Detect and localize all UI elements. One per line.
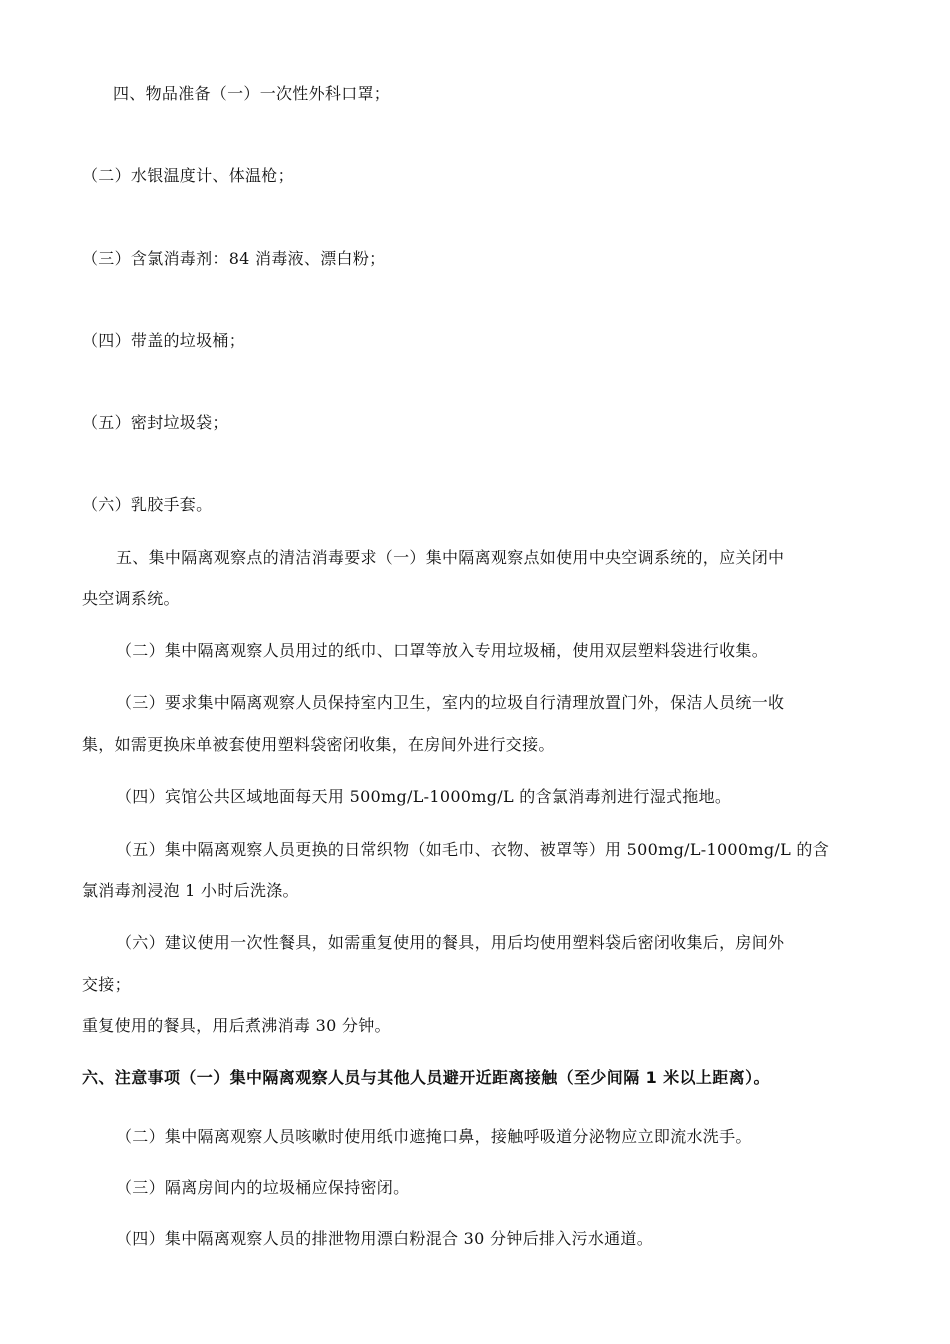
section5-title-line1: 五、集中隔离观察点的清洁消毒要求（一）集中隔离观察点如使用中央空调系统的，应关闭中 — [116, 548, 785, 567]
section5-item6-line1: （六）建议使用一次性餐具，如需重复使用的餐具，用后均使用塑料袋后密闭收集后，房间外 — [116, 933, 785, 952]
section6-item3: （三）隔离房间内的垃圾桶应保持密闭。 — [116, 1178, 410, 1197]
section4-item4: （四）带盖的垃圾桶； — [82, 331, 246, 350]
section5-item4: （四）宾馆公共区域地面每天用 500mg/L-1000mg/L 的含氯消毒剂进行湿式拖地。 — [116, 787, 732, 806]
section5-item3-line1: （三）要求集中隔离观察人员保持室内卫生，室内的垃圾自行清理放置门外，保洁人员统一收 — [116, 693, 785, 712]
section4-title: 四、物品准备（一）一次性外科口罩； — [113, 84, 391, 103]
section5-item2: （二）集中隔离观察人员用过的纸巾、口罩等放入专用垃圾桶，使用双层塑料袋进行收集。 — [116, 641, 769, 660]
section6-item4: （四）集中隔离观察人员的排泄物用漂白粉混合 30 分钟后排入污水通道。 — [116, 1229, 654, 1248]
section4-item5: （五）密封垃圾袋； — [82, 413, 229, 432]
section4-item2: （二）水银温度计、体温枪； — [82, 166, 294, 185]
section5-item3-line2: 集，如需更换床单被套使用塑料袋密闭收集，在房间外进行交接。 — [82, 735, 555, 754]
section6-title: 六、注意事项（一）集中隔离观察人员与其他人员避开近距离接触（至少间隔 1 米以上距离）。 — [82, 1068, 770, 1087]
section5-title-line2: 央空调系统。 — [82, 589, 180, 608]
section5-item6-line2: 交接； — [82, 975, 131, 994]
section6-item2: （二）集中隔离观察人员咳嗽时使用纸巾遮掩口鼻，接触呼吸道分泌物应立即流水洗手。 — [116, 1127, 752, 1146]
section5-item5-line1: （五）集中隔离观察人员更换的日常织物（如毛巾、衣物、被罩等）用 500mg/L-1000mg/L 的含 — [116, 840, 829, 859]
section5-item5-line2: 氯消毒剂浸泡 1 小时后洗涤。 — [82, 881, 299, 900]
section4-item6: （六）乳胶手套。 — [82, 495, 213, 514]
section4-item3: （三）含氯消毒剂：84 消毒液、漂白粉； — [82, 249, 386, 268]
section5-item6-line3: 重复使用的餐具，用后煮沸消毒 30 分钟。 — [82, 1016, 391, 1035]
